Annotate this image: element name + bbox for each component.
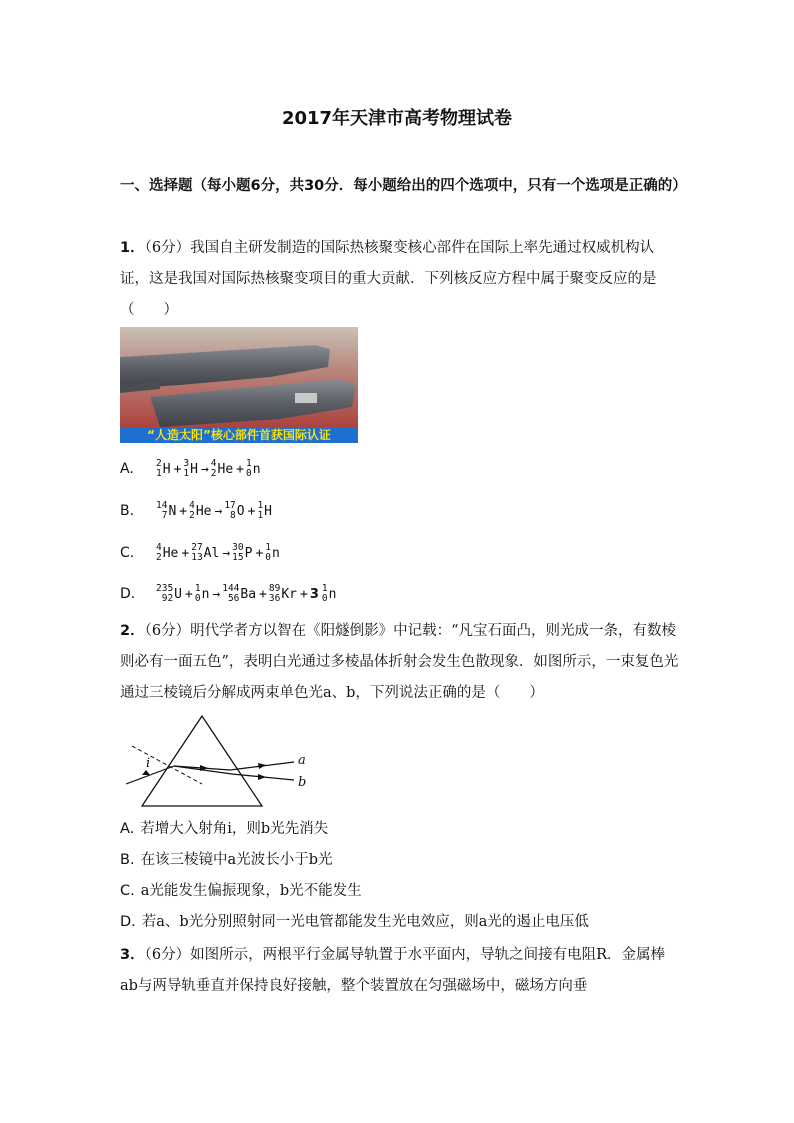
photo-caption: “人造太阳”核心部件首获国际认证 — [147, 428, 331, 442]
option-label: A. — [120, 821, 135, 837]
question-number: 1． — [120, 240, 145, 256]
question-1 — [120, 233, 680, 326]
question-text: （6分）明代学者方以智在《阳燧倒影》中记载：“凡宝石面凸，则光成一条，有数棱则必有一面五色”，表明白光通过多棱晶体折射会发生色散现象．如图所示，一束复色光通过三棱镜后分解成两束单色光a、b，下列说法正确的是（ ） — [120, 623, 679, 701]
reaction-equation: 4 2 He + 27 13 Al → 30 15 P + 1 0 n — [156, 542, 280, 563]
question-2 — [120, 616, 680, 709]
option-b — [120, 846, 333, 874]
question-text: （6分）如图所示，两根平行金属导轨置于水平面内，导轨之间接有电阻R．金属棒ab与两导轨垂直并保持良好接触，整个装置放在匀强磁场中，磁场方向垂 — [120, 947, 665, 994]
option-label: C. — [120, 883, 135, 899]
option-label: B. — [120, 503, 135, 519]
option-b — [120, 497, 273, 525]
fusion-component-photo — [120, 327, 358, 443]
option-a — [120, 815, 328, 843]
option-d — [120, 908, 589, 936]
option-label: D. — [120, 914, 136, 930]
option-text: 若增大入射角i，则b光先消失 — [140, 821, 329, 837]
option-a — [120, 455, 262, 483]
prism-diagram — [120, 712, 330, 812]
question-number: 3． — [120, 947, 145, 963]
option-label: C. — [120, 545, 135, 561]
option-c — [120, 877, 362, 905]
question-text: （6分）我国自主研发制造的国际热核聚变核心部件在国际上率先通过权威机构认证，这是我国对国际热核聚变项目的重大贡献．下列核反应方程中属于聚变反应的是（ ） — [120, 240, 657, 318]
ray-a-label: a — [298, 753, 306, 768]
option-c — [120, 539, 281, 567]
question-number: 2． — [120, 623, 145, 639]
reaction-equation: 14 7 N + 4 2 He → 17 8 O + 1 1 H — [156, 500, 272, 521]
option-text: 若a、b光分别照射同一光电管都能发生光电效应，则a光的遏止电压低 — [141, 914, 589, 930]
section-heading: 一、选择题（每小题6分，共30分．每小题给出的四个选项中，只有一个选项是正确的） — [120, 178, 687, 194]
question-3 — [120, 940, 680, 1002]
option-text: 在该三棱镜中a光波长小于b光 — [140, 852, 333, 868]
option-text: a光能发生偏振现象，b光不能发生 — [140, 883, 362, 899]
option-label: D. — [120, 586, 136, 602]
option-d — [120, 580, 337, 608]
incident-angle-label: i — [146, 756, 151, 771]
option-label: B. — [120, 852, 135, 868]
reaction-equation: 235 92 U + 1 0 n → 144 56 Ba + 89 36 Kr + 3 1 0 n — [156, 583, 337, 604]
reaction-equation: 2 1 H + 3 1 H → 4 2 He + 1 0 n — [156, 458, 261, 479]
ray-b-label: b — [298, 775, 307, 790]
option-label: A. — [120, 461, 134, 477]
page-title: 2017年天津市高考物理试卷 — [281, 108, 513, 129]
